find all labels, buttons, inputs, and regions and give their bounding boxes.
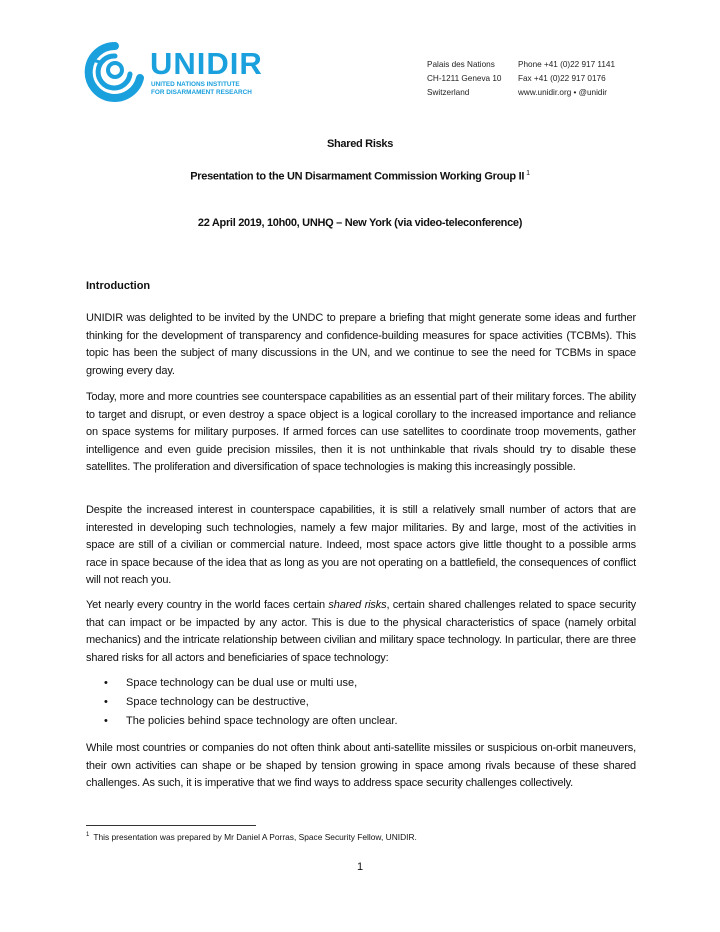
unidir-logo [84, 40, 264, 106]
address-block [427, 58, 502, 100]
paragraph: Despite the increased interest in counterspace capabilities, it is still a relatively small number of actors that are interested in developing such technologies, namely a few major militaries. By and large, most of the activities in space are still of a civilian or commercial nature. Indeed, most space actors give little thought to a possible arms race in space because of the idea that as long as you are not operating on a battlefield, the consequences of conflict will not reach you. [86, 504, 636, 587]
logo-subtitle [151, 81, 252, 97]
contact-block [518, 58, 615, 100]
paragraph [86, 597, 636, 667]
address-line: CH-1211 Geneva 10 [427, 74, 502, 83]
list-item: • Space technology can be dual use or multi use, [104, 674, 398, 693]
address-line: Palais des Nations [427, 60, 495, 69]
paragraph-text: , certain shared challenges related to space security that can impact or be impacted by any actor. This is due to the physical characteristics of space (namely orbital mechanics) and the intricate relationship between civilian and military space technology. In particular, there are three shared risks for all actors and beneficiaries of space technology: [86, 599, 637, 664]
shared-risks-list [104, 674, 398, 731]
footnote-text: This presentation was prepared by Mr Daniel A Porras, Space Security Fellow, UNIDIR. [93, 832, 417, 842]
paragraph: UNIDIR was delighted to be invited by the UNDC to prepare a briefing that might generate some ideas and further thinking for the development of transparency and confidence-building measures for space activities (TCBMs). This topic has been the subject of many discussions in the UN, and we continue to see the need for TCBMs in space growing every day. [86, 312, 636, 377]
footnote-mark: 1 [86, 832, 90, 839]
logo-wordmark: UNIDIR [150, 46, 263, 81]
section-heading: Introduction [86, 280, 151, 292]
page-number: 1 [356, 861, 364, 873]
footnote-reference: 1 [526, 170, 530, 177]
logo-subtitle-line-2: FOR DISARMAMENT RESEARCH [151, 89, 252, 96]
fax-line: Fax +41 (0)22 917 0176 [518, 74, 606, 83]
website-line: www.unidir.org • @unidir [518, 88, 607, 97]
date-line: 22 April 2019, 10h00, UNHQ – New York (via video-teleconference) [197, 217, 523, 229]
footnote [86, 832, 417, 842]
phone-line: Phone +41 (0)22 917 1141 [518, 60, 616, 69]
list-item: • The policies behind space technology are often unclear. [104, 712, 398, 731]
list-item: • Space technology can be destructive, [104, 693, 398, 712]
paragraph: While most countries or companies do not often think about anti-satellite missiles or suspicious on-orbit maneuvers, their own activities can shape or be shaped by tension growing in space among rivals because of these shared challenges. As such, it is imperative that we find ways to address space security challenges collectively. [86, 742, 636, 790]
document-subtitle [0, 170, 720, 183]
paragraph: Today, more and more countries see counterspace capabilities as an essential part of their military forces. The ability to target and disrupt, or even destroy a space object is a logical corollary to the increased importance and reliance on space systems for military purposes. If armed forces can use satellites to coordinate troop movements, gather intelligence and even guide precision missiles, then it is not unthinkable that rivals should try to disable these satellites. The proliferation and diversification of space technologies is making this increasingly possible. [86, 391, 636, 474]
subtitle-text: Presentation to the UN Disarmament Commission Working Group II [190, 170, 525, 183]
emphasis-shared-risks: shared risks [328, 599, 387, 611]
footnote-divider [86, 825, 256, 826]
document-title: Shared Risks [326, 138, 394, 150]
unidir-globe-logo-icon [84, 40, 146, 106]
paragraph-text: Yet nearly every country in the world faces certain [86, 599, 329, 611]
address-line: Switzerland [427, 88, 470, 97]
logo-subtitle-line-1: UNITED NATIONS INSTITUTE [151, 81, 240, 88]
